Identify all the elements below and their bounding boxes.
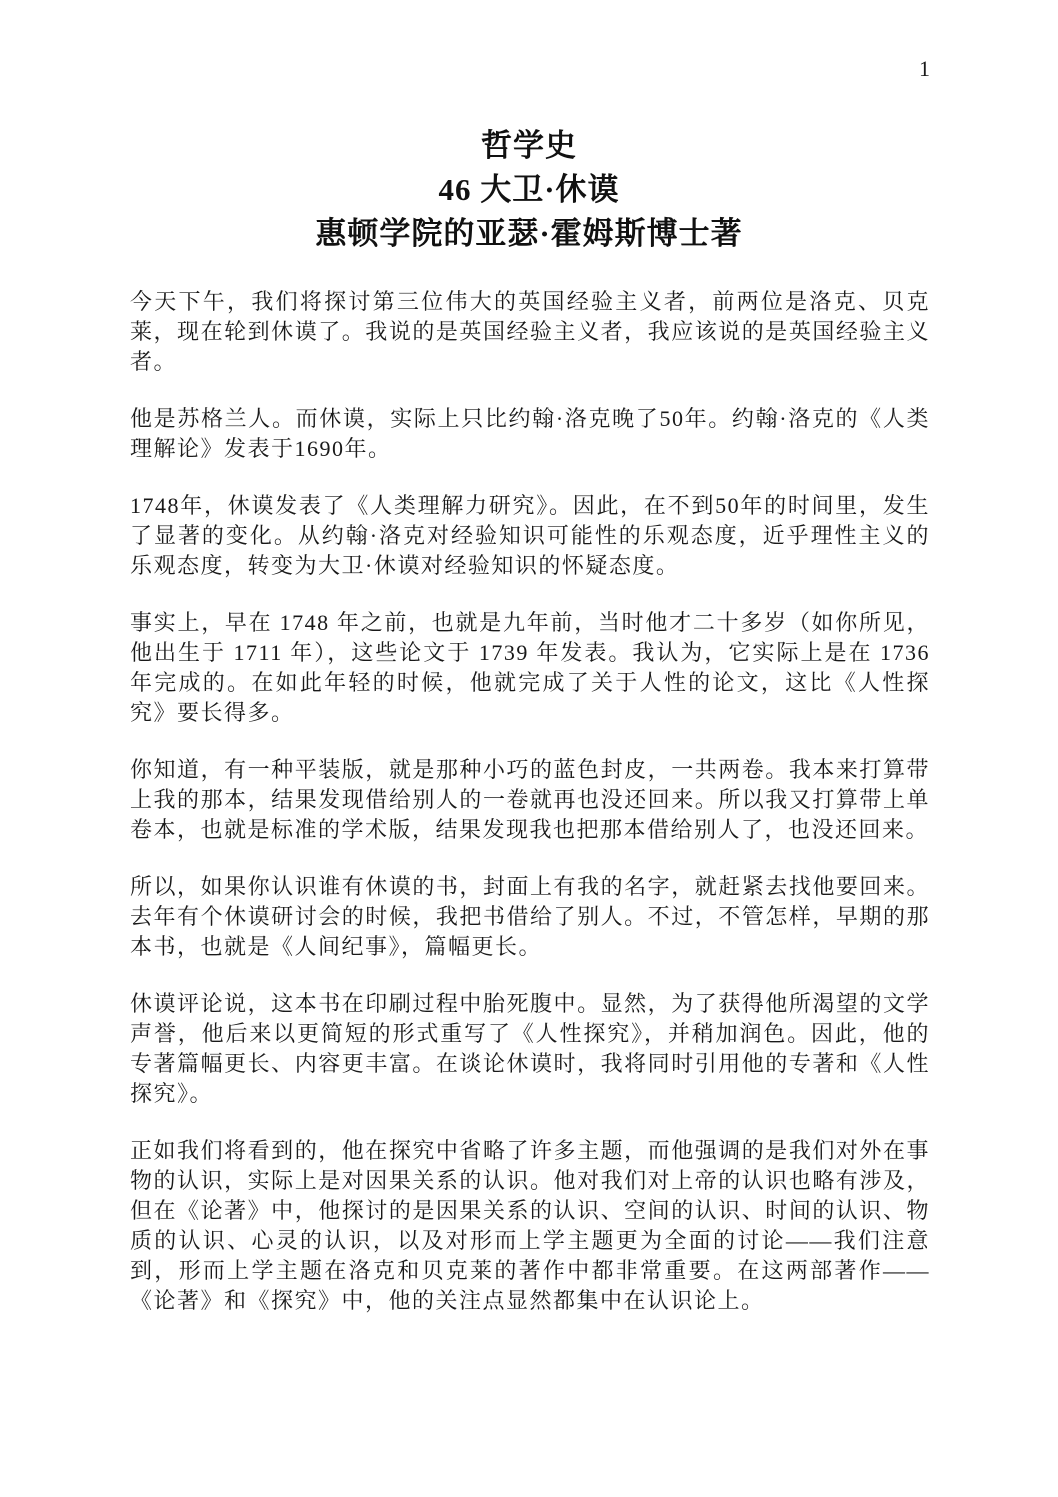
title-line-author: 惠顿学院的亚瑟·霍姆斯博士著 [315,216,743,251]
paragraph-2: 他是苏格兰人。而休谟，实际上只比约翰·洛克晚了50年。约翰·洛克的《人类理解论》发表于1690年。 [130,406,930,461]
title-line-lecture: 46 大卫·休谟 [438,172,620,207]
doc-body [130,287,930,1316]
paragraph-6: 所以，如果你认识谁有休谟的书，封面上有我的名字，就赶紧去找他要回来。去年有个休谟研讨会的时候，我把书借给了别人。不过，不管怎样，早期的那本书，也就是《人间纪事》，篇幅更长。 [130,874,930,959]
doc-title [0,0,1058,256]
paragraph-8: 正如我们将看到的，他在探究中省略了许多主题，而他强调的是我们对外在事物的认识，实际上是对因果关系的认识。他对我们对上帝的认识也略有涉及，但在《论著》中，他探讨的是因果关系的认识、空间的认识、时间的认识、物质的认识、心灵的认识，以及对形而上学主题更为全面的讨论——我们注意到，形而上学主题在洛克和贝克莱的著作中都非常重要。在这两部著作——《论著》和《探究》中，他的关注点显然都集中在认识论上。 [130,1138,930,1313]
page-number: 1 [919,56,930,81]
title-line-series: 哲学史 [481,128,577,163]
paragraph-5: 你知道，有一种平装版，就是那种小巧的蓝色封皮，一共两卷。我本来打算带上我的那本，结果发现借给别人的一卷就再也没还回来。所以我又打算带上单卷本，也就是标准的学术版，结果发现我也把那本借给别人了，也没还回来。 [130,757,930,842]
paragraph-1: 今天下午，我们将探讨第三位伟大的英国经验主义者，前两位是洛克、贝克莱，现在轮到休谟了。我说的是英国经验主义者，我应该说的是英国经验主义者。 [130,289,930,374]
paragraph-4: 事实上，早在 1748 年之前，也就是九年前，当时他才二十多岁（如你所见，他出生于 1711 年），这些论文于 1739 年发表。我认为，它实际上是在 1736 年完成的。在如此年轻的时候，他就完成了关于人性的论文，这比《人性探究》要长得多。 [130,610,930,725]
paragraph-3: 1748年，休谟发表了《人类理解力研究》。因此，在不到50年的时间里，发生了显著的变化。从约翰·洛克对经验知识可能性的乐观态度，近乎理性主义的乐观态度，转变为大卫·休谟对经验知识的怀疑态度。 [130,493,930,578]
paragraph-7: 休谟评论说，这本书在印刷过程中胎死腹中。显然，为了获得他所渴望的文学声誉，他后来以更简短的形式重写了《人性探究》，并稍加润色。因此，他的专著篇幅更长、内容更丰富。在谈论休谟时，我将同时引用他的专著和《人性探究》。 [130,991,930,1106]
